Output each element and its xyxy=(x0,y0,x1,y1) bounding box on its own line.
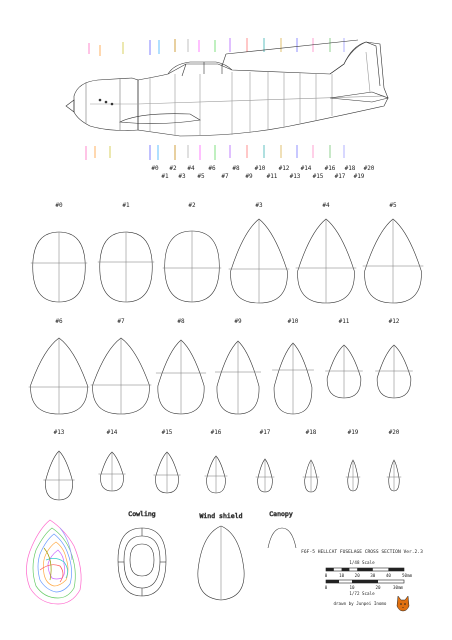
station-label: #16 xyxy=(324,165,336,172)
station-label: #11 xyxy=(266,173,278,180)
cross-section xyxy=(375,318,413,398)
station-label: #0 xyxy=(151,165,159,172)
scale-bar-48 xyxy=(325,568,413,578)
cross-section xyxy=(272,318,314,414)
scale-48-tick: 20 xyxy=(354,573,360,578)
cross-section xyxy=(29,318,90,414)
cross-section xyxy=(325,318,363,398)
station-label: #13 xyxy=(289,173,301,180)
cat-logo-icon xyxy=(397,596,409,611)
station-label: #12 xyxy=(278,165,290,172)
station-label: #2 xyxy=(169,165,177,172)
canopy-label: Canopy xyxy=(269,510,293,518)
station-label: #14 xyxy=(300,165,312,172)
windshield-label: Wind shield xyxy=(199,512,243,520)
section-label: #10 xyxy=(287,318,299,325)
section-label: #2 xyxy=(188,202,196,209)
cross-section xyxy=(98,429,125,491)
section-label: #11 xyxy=(338,318,350,325)
cross-section xyxy=(153,429,180,493)
scale-72-tick: 10 xyxy=(349,585,355,590)
scale-48-tick: 0 xyxy=(324,573,328,578)
cross-section xyxy=(156,318,206,414)
station-label: #1 xyxy=(161,173,169,180)
scale-72-tick: 20 xyxy=(375,585,381,590)
section-label: #14 xyxy=(106,429,118,436)
section-label: #12 xyxy=(388,318,400,325)
cross-section xyxy=(163,202,222,302)
section-label: #20 xyxy=(388,429,400,436)
station-ticks-bottom xyxy=(86,145,344,160)
cross-section xyxy=(205,429,228,493)
overlay-sections xyxy=(26,520,81,604)
scale-48-label: 1/48 Scale xyxy=(349,560,375,565)
scale-48-tick: 40 xyxy=(385,573,391,578)
canopy-detail xyxy=(268,510,296,548)
cross-section xyxy=(256,429,275,492)
cross-section xyxy=(303,429,320,492)
cross-section xyxy=(346,429,361,491)
section-label: #5 xyxy=(389,202,397,209)
station-label: #19 xyxy=(353,173,365,180)
section-label: #19 xyxy=(347,429,359,436)
section-label: #4 xyxy=(322,202,330,209)
station-label: #7 xyxy=(221,173,229,180)
title-block xyxy=(301,549,423,611)
cross-section-grid xyxy=(29,202,424,500)
sheet-title: F6F-5 HELLCAT FUSELAGE CROSS SECTION Ver.2.3 xyxy=(301,550,423,555)
aircraft-side-profile xyxy=(66,40,388,136)
cowling-detail xyxy=(118,510,166,596)
cross-section xyxy=(98,202,155,302)
windshield-detail xyxy=(198,512,244,600)
cross-section xyxy=(31,202,88,302)
section-label: #9 xyxy=(234,318,242,325)
station-label: #3 xyxy=(178,173,186,180)
credit-text: drawn by Junpei Inomo xyxy=(333,601,387,606)
cross-section xyxy=(229,202,290,303)
section-label: #6 xyxy=(55,318,63,325)
cowling-label: Cowling xyxy=(128,510,156,518)
section-label: #7 xyxy=(117,318,125,325)
station-label: #17 xyxy=(334,173,346,180)
section-label: #0 xyxy=(55,202,63,209)
scale-48-tick: 50mm xyxy=(402,573,413,578)
station-label: #4 xyxy=(187,165,195,172)
section-label: #8 xyxy=(177,318,185,325)
section-label: #3 xyxy=(255,202,263,209)
station-label: #10 xyxy=(254,165,266,172)
station-label: #8 xyxy=(232,165,240,172)
scale-72-tick: 30mm xyxy=(392,585,404,590)
section-label: #16 xyxy=(210,429,222,436)
section-label: #17 xyxy=(259,429,271,436)
section-label: #1 xyxy=(122,202,130,209)
station-ticks-top xyxy=(89,38,344,56)
station-label: #5 xyxy=(197,173,205,180)
scale-bar-72 xyxy=(325,580,404,590)
station-label: #18 xyxy=(344,165,356,172)
cross-section xyxy=(215,318,261,414)
station-label: #6 xyxy=(208,165,216,172)
scale-48-tick: 10 xyxy=(339,573,345,578)
cross-section xyxy=(43,429,74,500)
cross-section xyxy=(91,318,152,414)
scale-72-label: 1/72 Scale xyxy=(349,591,375,596)
scale-48-tick: 30 xyxy=(370,573,376,578)
cross-section xyxy=(363,202,424,303)
cross-section xyxy=(296,202,357,303)
section-label: #15 xyxy=(161,429,173,436)
side-view xyxy=(66,38,388,180)
station-label: #20 xyxy=(363,165,375,172)
section-label: #13 xyxy=(53,429,65,436)
cross-section xyxy=(387,429,402,491)
station-label: #15 xyxy=(312,173,324,180)
station-label: #9 xyxy=(245,173,253,180)
section-label: #18 xyxy=(305,429,317,436)
scale-72-tick: 0 xyxy=(324,585,328,590)
station-labels xyxy=(151,165,374,180)
